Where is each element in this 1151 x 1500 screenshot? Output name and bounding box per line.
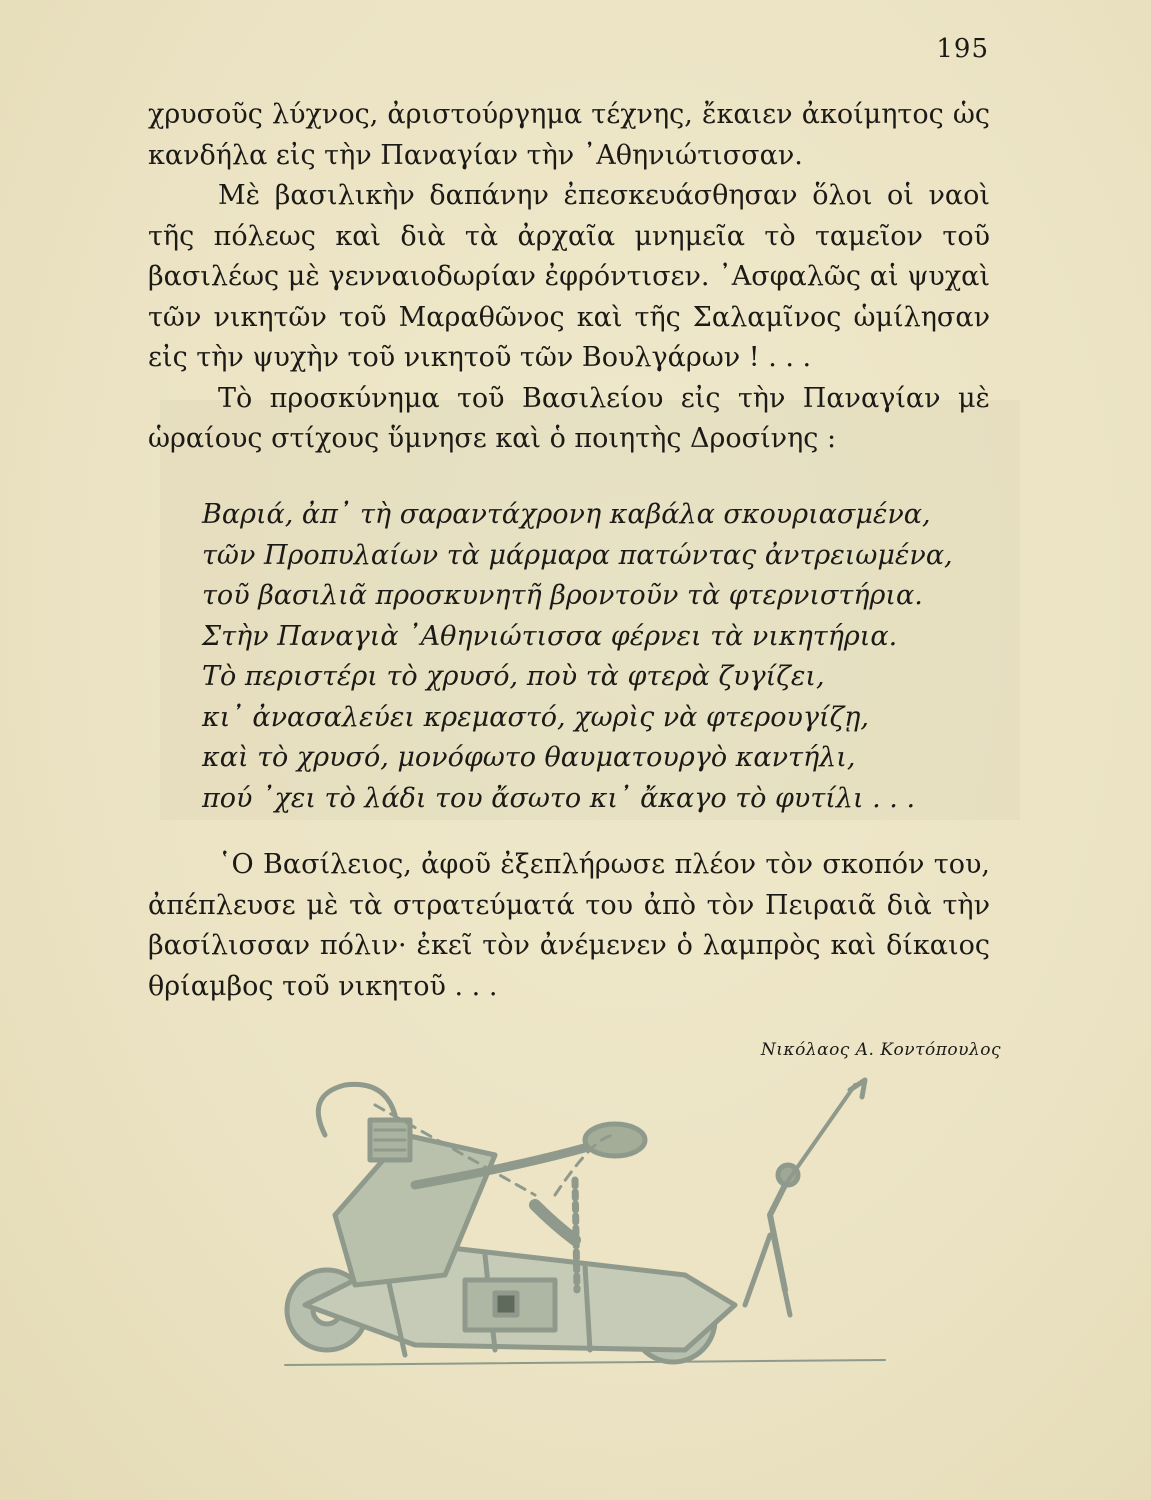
poem-line: Βαριά, ἀπ᾿ τὴ σαραντάχρονη καβάλα σκουριασμένα, xyxy=(202,499,931,530)
prose-top xyxy=(148,95,990,460)
poem-stanza xyxy=(202,495,1002,819)
author-signature: Νικόλαος Α. Κοντόπουλος xyxy=(760,1040,1001,1060)
prose-bottom xyxy=(148,845,990,1007)
poem-line: κι᾿ ἀνασαλεύει κρεμαστό, χωρὶς νὰ φτερουγίζῃ, xyxy=(202,701,869,733)
paragraph: Μὲ βασιλικὴν δαπάνην ἐπεσκευάσθησαν ὅλοι οἱ ναοὶ τῆς πόλεως καὶ διὰ τὰ ἀρχαῖα μνημεῖα τὸ ταμεῖον τοῦ βασιλέως μὲ γενναιοδωρίαν ἐφρόντισεν. ᾿Ασφαλῶς αἱ ψυχαὶ τῶν νικητῶν τοῦ Μαραθῶνος καὶ τῆς Σαλαμῖνος ὡμίλησαν εἰς τὴν ψυχὴν τοῦ νικητοῦ τῶν Βουλγάρων ! . . . xyxy=(148,180,990,373)
poem-line: τοῦ βασιλιᾶ προσκυνητῆ βροντοῦν τὰ φτερνιστήρια. xyxy=(202,580,923,611)
catapult-illustration-icon xyxy=(265,1075,905,1375)
paragraph: ῾Ο Βασίλειος, ἀφοῦ ἐξεπλήρωσε πλέον τὸν σκοπόν του, ἀπέπλευσε μὲ τὰ στρατεύματά του ἀπὸ τὸν Πειραιᾶ διὰ τὴν βασίλισσαν πόλιν· ἐκεῖ τὸν ἀνέμενεν ὁ λαμπρὸς καὶ δίκαιος θρίαμβος τοῦ νικητοῦ . . . xyxy=(148,849,990,1002)
poem-line: τῶν Προπυλαίων τὰ μάρμαρα πατώντας ἀντρειωμένα, xyxy=(202,539,953,571)
page-number: 195 xyxy=(936,34,989,64)
paragraph: Τὸ προσκύνημα τοῦ Βασιλείου εἰς τὴν Παναγίαν μὲ ὡραίους στίχους ὕμνησε καὶ ὁ ποιητὴς Δροσίνης : xyxy=(148,382,990,454)
poem-line: Τὸ περιστέρι τὸ χρυσό, ποὺ τὰ φτερὰ ζυγίζει, xyxy=(202,661,825,692)
poem-line: Στὴν Παναγιὰ ᾿Αθηνιώτισσα φέρνει τὰ νικητήρια. xyxy=(202,620,898,652)
poem-line: πού ᾿χει τὸ λάδι του ἄσωτο κι᾿ ἄκαγο τὸ φυτίλι . . . xyxy=(202,782,916,814)
paragraph: χρυσοῦς λύχνος, ἀριστούργημα τέχνης, ἔκαιεν ἀκοίμητος ὡς κανδήλα εἰς τὴν Παναγίαν τὴν ᾿Αθηνιώτισσαν. xyxy=(148,99,990,171)
poem-line: καὶ τὸ χρυσό, μονόφωτο θαυματουργὸ καντήλι, xyxy=(202,742,856,773)
